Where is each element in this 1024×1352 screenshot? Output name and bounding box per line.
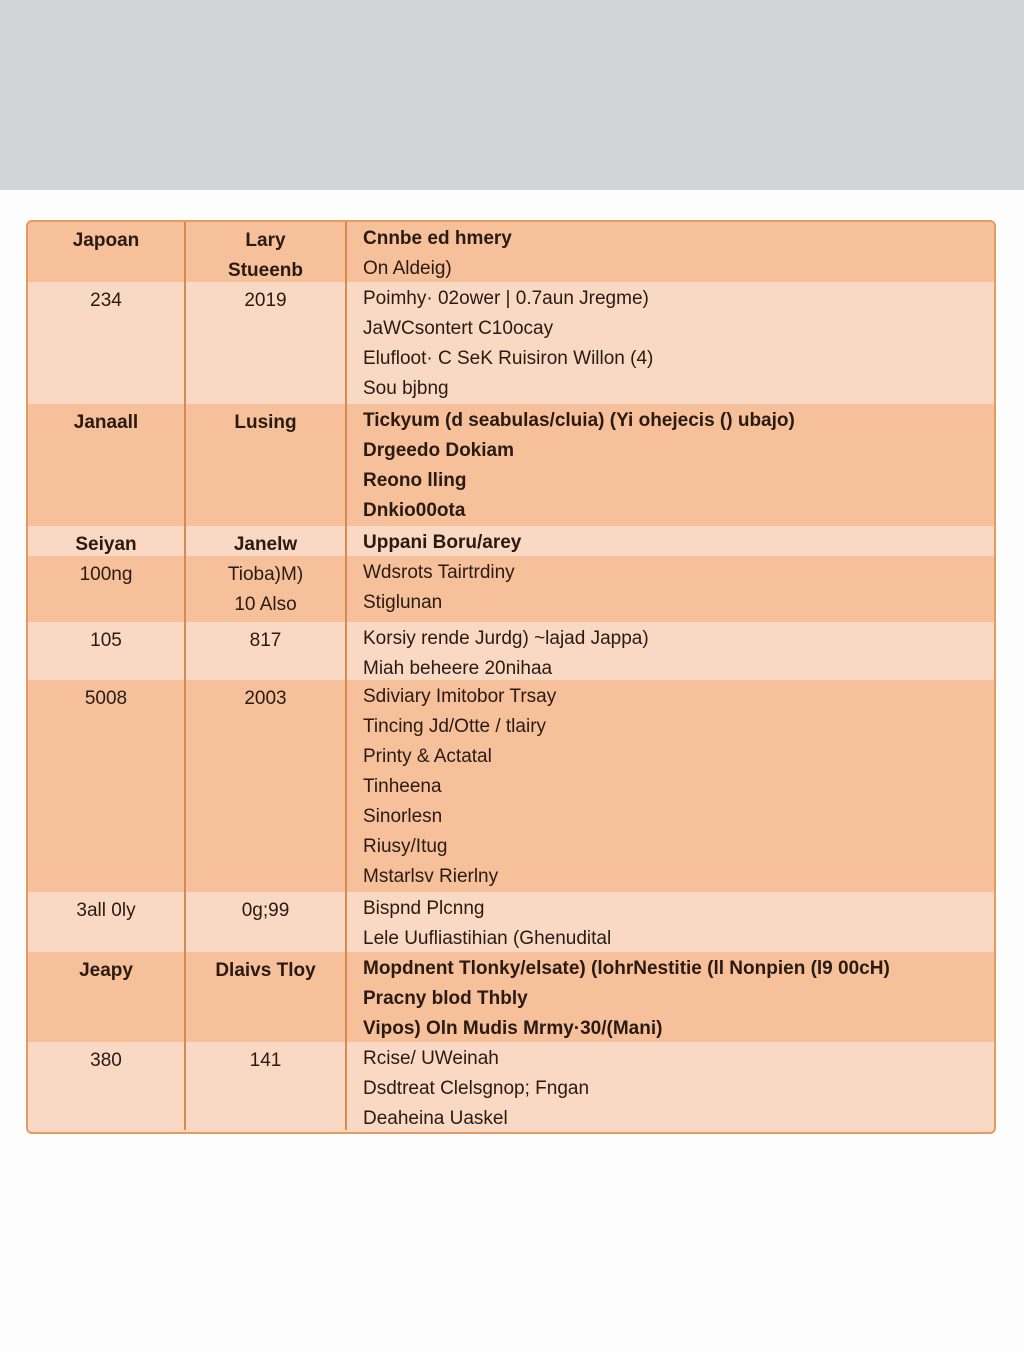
table-cell-col3	[347, 622, 994, 680]
table-cell-col1	[28, 282, 186, 404]
cell-text: 10 Also	[234, 594, 297, 615]
table-cell-col1	[28, 892, 186, 952]
cell-text: Lusing	[234, 412, 297, 433]
table-cell-col3	[347, 892, 994, 952]
cell-text: Tickyum (d seabulas/cluia) (Yi ohejecis () ubajo)	[363, 410, 795, 431]
cell-text: 817	[249, 630, 282, 651]
cell-text: Japoan	[72, 230, 140, 251]
table-cell-col1	[28, 526, 186, 556]
table-cell-col1	[28, 1042, 186, 1130]
table-row	[28, 526, 994, 556]
cell-text: Janaall	[73, 412, 139, 433]
cell-text: Miah beheere 20nihaa	[363, 658, 553, 679]
table-row	[28, 282, 994, 404]
cell-text: 2019	[244, 290, 287, 311]
table-cell-col3	[347, 404, 994, 526]
cell-text: Reono lling	[363, 470, 467, 491]
cell-text: 3all 0ly	[76, 900, 136, 921]
cell-text: Mstarlsv Rierlny	[363, 866, 499, 887]
cell-text: Tincing Jd/Otte / tlairy	[363, 716, 547, 737]
cell-text: 5008	[84, 688, 128, 709]
table-cell-col2	[186, 622, 347, 680]
cell-text: Stiglunan	[363, 592, 443, 613]
cell-text: Vipos) Oln Mudis Mrmy·30/(Mani)	[363, 1018, 663, 1039]
cell-text: Poimhy· 02ower | 0.7aun Jregme)	[363, 288, 649, 309]
table-cell-col3	[347, 952, 994, 1042]
cell-text: Sinorlesn	[363, 806, 443, 827]
table-row	[28, 952, 994, 1042]
cell-text: 380	[90, 1050, 122, 1071]
table-cell-col3	[347, 1042, 994, 1130]
table-cell-col1	[28, 622, 186, 680]
cell-text: Pracny blod Thbly	[363, 988, 528, 1009]
cell-text: Elufloot· C SeK Ruisiron Willon (4)	[363, 348, 654, 369]
table-cell-col2	[186, 1042, 347, 1130]
cell-text: Lele Uufliastihian (Ghenudital	[363, 928, 612, 949]
table-row	[28, 1042, 994, 1130]
table-cell-col2	[186, 892, 347, 952]
cell-text: 141	[249, 1050, 282, 1071]
table-cell-col2	[186, 526, 347, 556]
cell-text: Riusy/Itug	[363, 836, 448, 857]
cell-text: Rcise/ UWeinah	[363, 1048, 499, 1069]
cell-text: Printy & Actatal	[363, 746, 492, 767]
table-header-row	[28, 222, 994, 282]
cell-text: Sou bjbng	[363, 378, 449, 399]
table-cell-col3	[347, 222, 994, 282]
cell-text: Korsiy rende Jurdg) ~lajad Jappa)	[363, 628, 649, 649]
top-gray-band	[0, 0, 1024, 190]
cell-text: Dsdtreat Clelsgnop; Fngan	[363, 1078, 590, 1099]
cell-text: Dlaivs Tloy	[215, 960, 316, 981]
cell-text: 2003	[244, 688, 287, 709]
table-cell-col1	[28, 404, 186, 526]
table-cell-col3	[347, 282, 994, 404]
table-row	[28, 622, 994, 680]
table-cell-col1	[28, 222, 186, 282]
table-row	[28, 556, 994, 622]
cell-text: Stueenb	[228, 260, 303, 281]
cell-text: Cnnbe ed hmery	[363, 228, 512, 249]
table-cell-col2	[186, 556, 347, 622]
cell-text: 0g;99	[241, 900, 290, 921]
cell-text: Wdsrots Tairtrdiny	[363, 562, 515, 583]
table-row	[28, 680, 994, 892]
table-cell-col3	[347, 526, 994, 556]
table-row	[28, 404, 994, 526]
cell-text: Tinheena	[363, 776, 442, 797]
cell-text: Deaheina Uaskel	[363, 1108, 508, 1129]
cell-text: Dnkio00ota	[363, 500, 466, 521]
table-cell-col1	[28, 556, 186, 622]
cell-text: JaWCsontert C10ocay	[363, 318, 554, 339]
cell-text: 105	[90, 630, 122, 651]
table-cell-col1	[28, 952, 186, 1042]
cell-text: Seiyan	[75, 534, 137, 555]
cell-text: Tioba)M)	[227, 564, 304, 585]
table-cell-col3	[347, 680, 994, 892]
cell-text: Janelw	[233, 534, 298, 555]
cell-text: 100ng	[79, 564, 133, 585]
table-cell-col2	[186, 680, 347, 892]
table-cell-col1	[28, 680, 186, 892]
table-cell-col2	[186, 282, 347, 404]
cell-text: Sdiviary Imitobor Trsay	[363, 686, 557, 707]
data-table	[26, 220, 996, 1134]
table-cell-col2	[186, 404, 347, 526]
table-cell-col2	[186, 222, 347, 282]
cell-text: Bispnd Plcnng	[363, 898, 485, 919]
cell-text: Uppani Boru/arey	[363, 532, 522, 553]
cell-text: Mopdnent Tlonky/elsate) (lohrNestitie (ll Nonpien (l9 00cH)	[363, 958, 890, 979]
cell-text: 234	[90, 290, 122, 311]
cell-text: On Aldeig)	[363, 258, 452, 279]
table-row	[28, 892, 994, 952]
cell-text: Drgeedo Dokiam	[363, 440, 514, 461]
cell-text: Lary	[245, 230, 286, 251]
cell-text: Jeapy	[79, 960, 133, 981]
table-cell-col3	[347, 556, 994, 622]
table-cell-col2	[186, 952, 347, 1042]
